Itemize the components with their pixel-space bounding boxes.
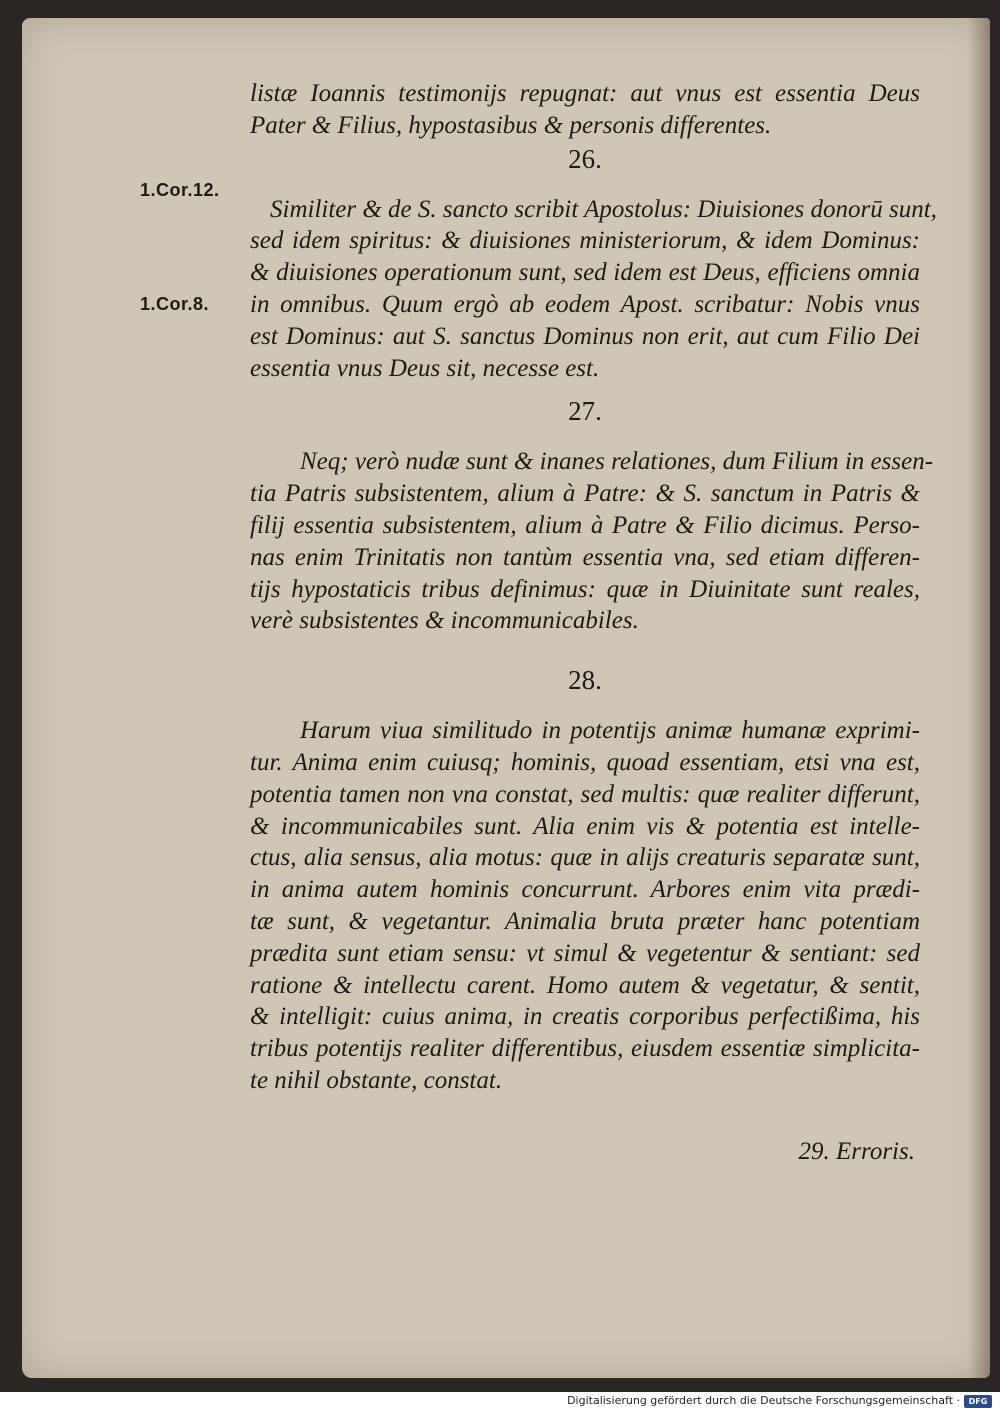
section-number-27: 27.: [568, 396, 602, 427]
page-edge-shadow: [968, 18, 990, 1378]
text-line: essentia vnus Deus sit, necesse est.: [250, 354, 600, 382]
text-line: nas enim Trinitatis non tantùm essentia vna, sed etiam differen-: [250, 543, 920, 571]
text-line: & diuisiones operationum sunt, sed idem est Deus, efficiens omnia: [250, 259, 920, 287]
text-line: Pater & Filius, hypostasibus & personis differentes.: [250, 111, 772, 139]
text-line: in omnibus. Quum ergò ab eodem Apost. scribatur: Nobis vnus: [250, 290, 920, 318]
text-line: tæ sunt, & vegetantur. Animalia bruta præter hanc potentiam: [250, 907, 920, 935]
text-line: Neq; verò nudæ sunt & inanes relationes, dum Filium in essen-: [300, 448, 934, 476]
text-line: Harum viua similitudo in potentijs animæ humanæ exprimi-: [300, 717, 920, 745]
page-text: [250, 78, 937, 1097]
text-line: & incommunicabiles sunt. Alia enim vis & potentia est intelle-: [250, 812, 920, 840]
catchword: 29. Erroris.: [798, 1138, 915, 1165]
text-line: & intelligit: cuius anima, in creatis corporibus perfectißima, his: [250, 1003, 920, 1031]
text-line: te nihil obstante, constat.: [250, 1066, 503, 1094]
text-line: ratione & intellectu carent. Homo autem & vegetatur, & sentit,: [250, 971, 920, 999]
text-line: prædita sunt etiam sensu: vt simul & vegetentur & sentiant: sed: [250, 939, 920, 967]
text-line: tia Patris subsistentem, alium à Patre: & S. sanctum in Patris &: [250, 480, 920, 508]
text-line: Similiter & de S. sancto scribit Apostolus: Diuisiones donorū sunt,: [270, 195, 937, 223]
text-line: tur. Anima enim cuiusq; hominis, quoad essentiam, etsi vna est,: [250, 748, 920, 776]
text-line: in anima autem hominis concurrunt. Arbores enim vita prædi-: [250, 876, 920, 904]
section-number-26: 26.: [568, 143, 602, 174]
text-line: tijs hypostaticis tribus definimus: quæ in Diuinitate sunt reales,: [250, 575, 920, 603]
section-number-28: 28.: [568, 665, 602, 696]
dfg-logo-icon: DFG: [964, 1395, 992, 1408]
text-line: potentia tamen non vna constat, sed multis: quæ realiter differunt,: [250, 780, 920, 808]
margin-note-1: 1.Cor.12.: [140, 180, 220, 200]
text-line: verè subsistentes & incommunicabiles.: [250, 607, 639, 635]
text-line: tribus potentijs realiter differentibus, eiusdem essentiæ simplicita-: [250, 1035, 920, 1063]
text-line: ctus, alia sensus, alia motus: quæ in alijs creaturis separatæ sunt,: [250, 844, 920, 872]
text-line: sed idem spiritus: & diuisiones ministeriorum, & idem Dominus:: [250, 227, 920, 255]
text-line: listæ Ioannis testimonijs repugnat: aut vnus est essentia Deus: [250, 80, 920, 107]
margin-note-2: 1.Cor.8.: [140, 294, 210, 314]
text-line: filij essentia subsistentem, alium à Patre & Filio dicimus. Perso-: [250, 511, 920, 539]
text-line: est Dominus: aut S. sanctus Dominus non erit, aut cum Filio Dei: [250, 322, 920, 350]
credit-bar: [0, 1392, 1000, 1412]
credit-text: Digitalisierung gefördert durch die Deutsche Forschungsgemeinschaft ·: [567, 1394, 960, 1407]
